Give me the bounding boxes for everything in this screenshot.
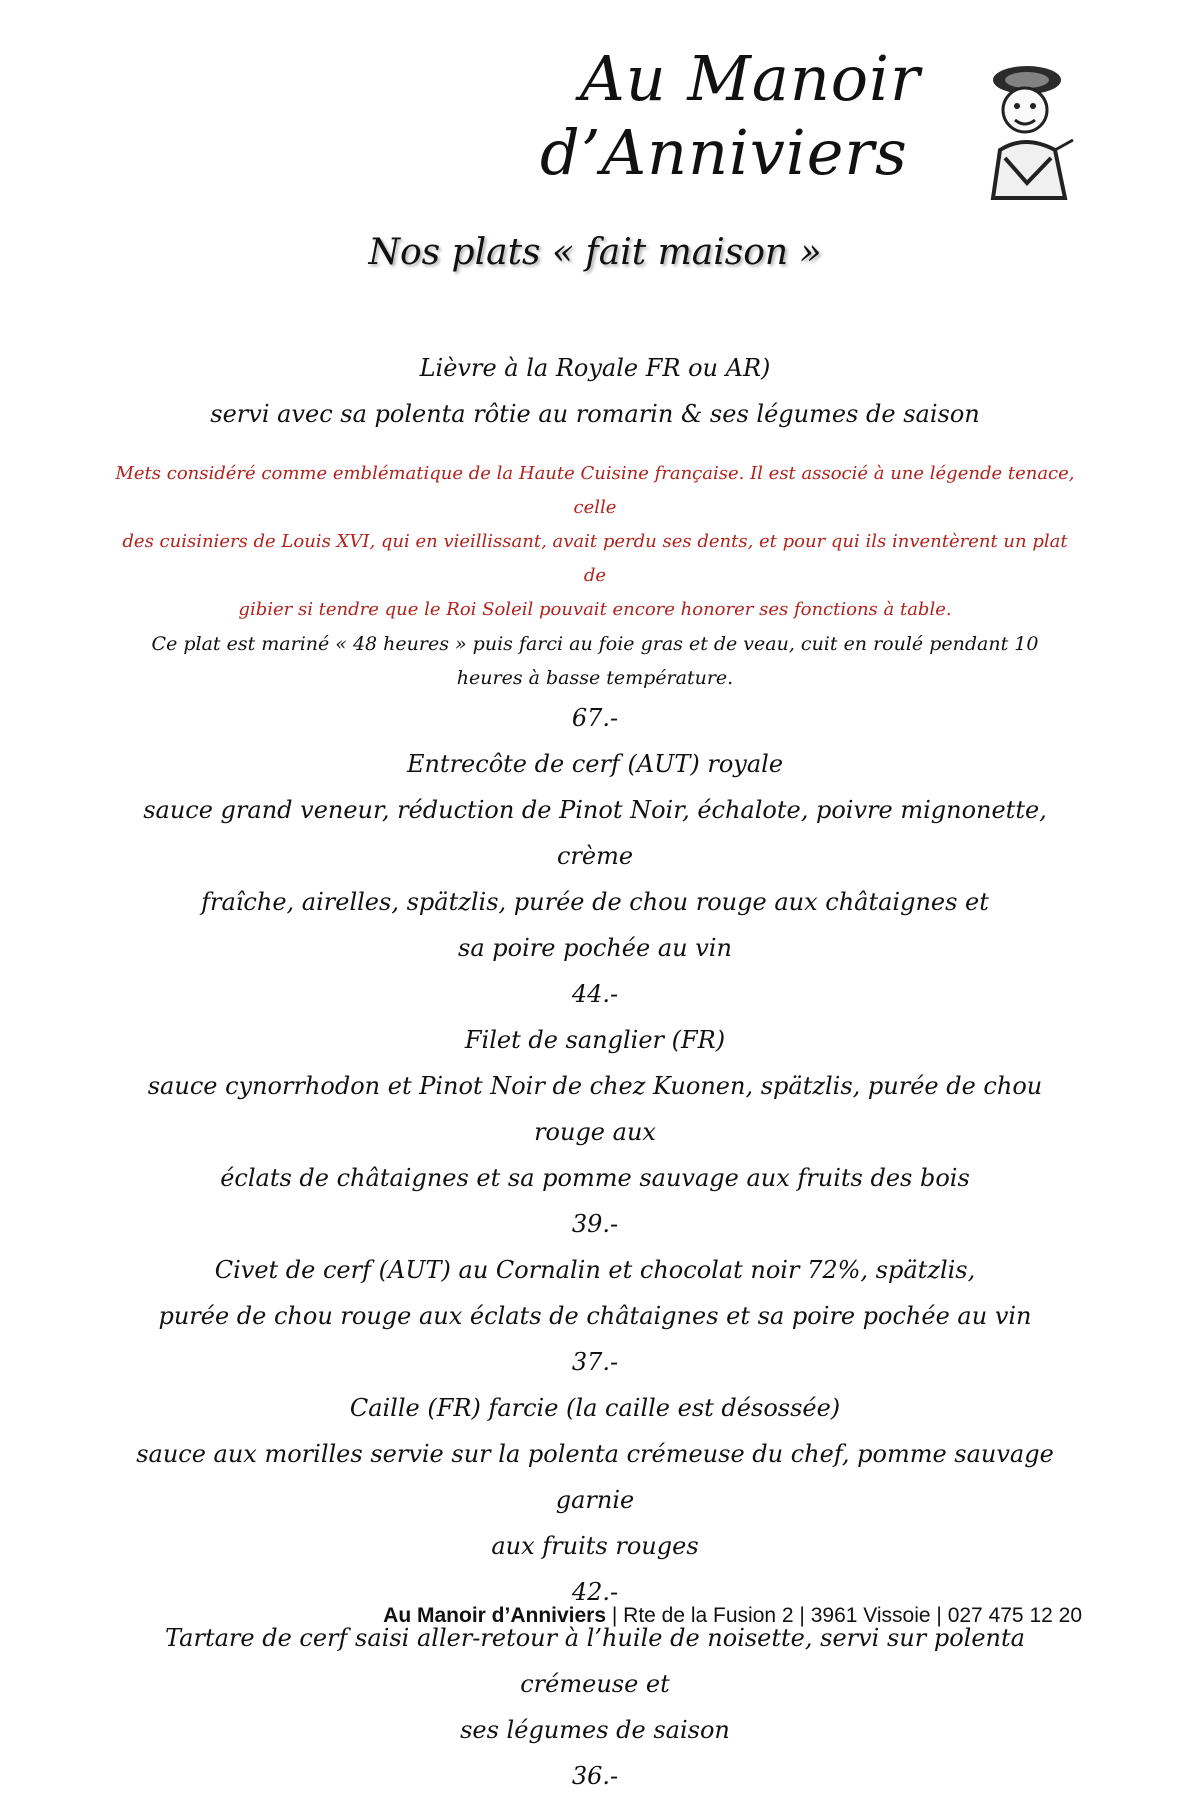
dish-price: 37.- [571, 1348, 619, 1376]
footer-address: | Rte de la Fusion 2 | 3961 Vissoie | 027 475 12 20 [606, 1604, 1082, 1627]
footer-name: Au Manoir d’Anniviers [383, 1604, 607, 1627]
menu-list [110, 345, 1080, 1799]
dish-price: 44.- [571, 980, 619, 1008]
footer-contact [0, 1604, 1082, 1628]
brand-line-2: d’Anniviers [540, 116, 908, 189]
dish-description: sauce cynorrhodon et Pinot Noir de chez Kuonen, spätzlis, purée de chou rouge aux [147, 1072, 1043, 1146]
dish-price: 42.- [571, 1578, 619, 1606]
dish-description: Civet de cerf (AUT) au Cornalin et chocolat noir 72%, spätzlis, [214, 1256, 976, 1284]
page-title: Nos plats « fait maison » [368, 232, 822, 273]
dish-price: 36.- [571, 1762, 619, 1790]
dish-description: fraîche, airelles, spätzlis, purée de chou rouge aux châtaignes et [201, 888, 989, 916]
dish-description: sauce grand veneur, réduction de Pinot Noir, échalote, poivre mignonette, crème [143, 796, 1047, 870]
dish-name: Lièvre à la Royale FR ou AR) [419, 354, 771, 382]
dish-description: sa poire pochée au vin [458, 934, 732, 962]
dish-story: des cuisiniers de Louis XVI, qui en vieillissant, avait perdu ses dents, et pour qui ils inventèrent un plat de [122, 531, 1068, 586]
spacer [110, 437, 1080, 457]
chef-mascot-icon [975, 58, 1080, 208]
dish-name: Caille (FR) farcie (la caille est désossée) [349, 1394, 841, 1422]
brand-line-1: Au Manoir [580, 42, 921, 115]
dish-description: aux fruits rouges [491, 1532, 699, 1560]
brand-logo [540, 42, 960, 190]
dish-name: Entrecôte de cerf (AUT) royale [406, 750, 784, 778]
dish-description: sauce aux morilles servie sur la polenta crémeuse du chef, pomme sauvage garnie [136, 1440, 1054, 1514]
dish-description: servi avec sa polenta rôtie au romarin & ses légumes de saison [210, 400, 980, 428]
dish-story: gibier si tendre que le Roi Soleil pouvait encore honorer ses fonctions à table. [238, 599, 952, 620]
dish-price: 67.- [571, 704, 619, 732]
dish-description: purée de chou rouge aux éclats de châtaignes et sa poire pochée au vin [158, 1302, 1032, 1330]
dish-name: Filet de sanglier (FR) [464, 1026, 726, 1054]
dish-note: Ce plat est mariné « 48 heures » puis farci au foie gras et de veau, cuit en roulé pendant 10 [151, 633, 1039, 655]
dish-description: Tartare de cerf saisi aller-retour à l’huile de noisette, servi sur polenta crémeuse et [165, 1624, 1025, 1698]
dish-description: ses légumes de saison [460, 1716, 730, 1744]
dish-note: heures à basse température. [456, 667, 734, 689]
dish-description: éclats de châtaignes et sa pomme sauvage aux fruits des bois [220, 1164, 970, 1192]
dish-price: 39.- [571, 1210, 619, 1238]
dish-story: Mets considéré comme emblématique de la Haute Cuisine française. Il est associé à une légende tenace, celle [115, 463, 1075, 518]
